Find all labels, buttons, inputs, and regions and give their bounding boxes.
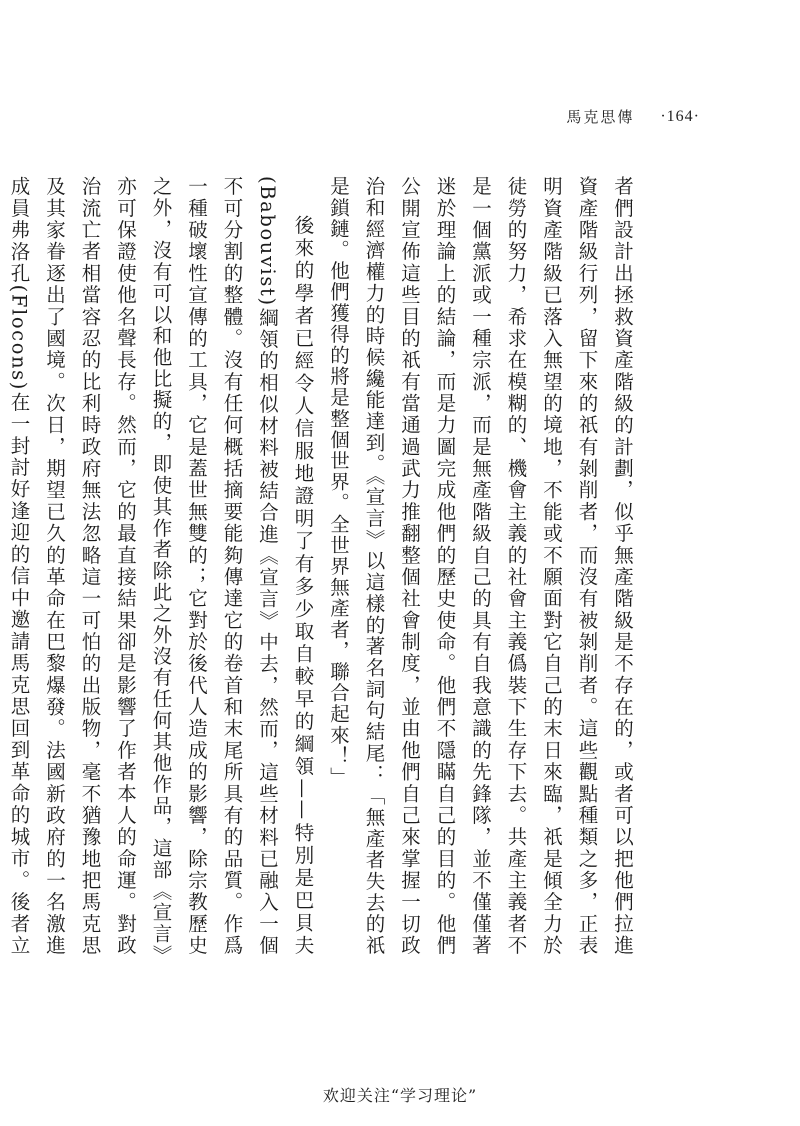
page-header [566,106,700,127]
running-title: 馬克思傳 [566,108,635,126]
paragraph-2: 後來的學者已經令人信服地證明了有多少取自較早的綱領——特別是巴貝夫(Babouvist)綱領的相似材料被結合進《宣言》中去，然而，這些材料已融入一個不可分割的整體。沒有任何概括摘要能夠傳達它的卷首和末尾所具有的品質。作爲一種破壞性宣傳的工具，它是蓋世無雙的；它對於後代人造成的影響，除宗教歷史之外，沒有可以和他比擬的，即使其作者除此之外沒有任何其他作品，這部《宣言》亦可保證使他名聲長存。然而，它的最直接結果卻是影響了作者本人的命運。對政治流亡者相當容忍的比利時政府無法忽略這一可怕的出版物，毫不猶豫地把馬克思及其家眷逐出了國境。次日，期望已久的革命在巴黎爆發。法國新政府的一名激進成員弗洛孔(Flocons)在一封討好逢迎的信中邀請馬克思回到革命的城市。後者立 [7,176,315,956]
body-text [7,176,640,956]
footer-watermark: 欢迎关注“学习理论” [322,1086,478,1105]
page-number: ·164· [660,107,700,125]
paragraph-1: 者們設計出拯救資產階級的計劃，似乎無產階級是不存在的，或者可以把他們拉進資產階級行列，留下來的祇有剝削者，而沒有被剝削者。這些觀點種類之多，正表明資產階級已落入無望的境地，不能或不願面對它自己的末日來臨，祇是傾全力於徒勞的努力，希求在模糊的、機會主義的社會主義僞裝下生存下去。共產主義者不是一個黨派或一種宗派，而是無產階級自己的具有自我意識的先鋒隊，並不僅僅著迷於理論上的結論，而是力圖完成他們的歷史使命。他們不隱瞞自己的目的。他們公開宣佈這些目的祇有當通過武力推翻整個社會制度，並由他們自己來掌握一切政治和經濟權力的時候纔能達到。《宣言》以這樣的著名詞句結尾：「無產者失去的祇是鎖鏈。他們獲得的將是整個世界。全世界無產者，聯合起來！」 [327,176,634,956]
